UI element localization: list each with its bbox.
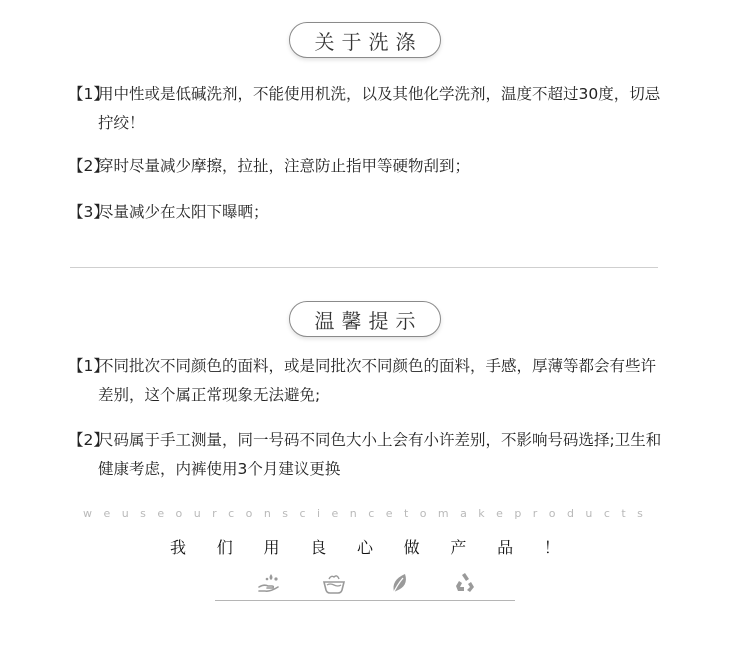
motto-letter: n: [349, 507, 357, 520]
wash-basin-icon: [319, 568, 349, 598]
item-index: 【2】: [68, 157, 109, 175]
item-text: 尺码属于手工测量，同一号码不同色大小上会有小许差别，不影响号码选择;卫生和健康考虑，内裤使用3个月建议更换: [98, 431, 662, 478]
motto-letter: a: [460, 507, 467, 520]
icon-row: [254, 568, 480, 598]
list-item: [68, 198, 668, 227]
motto-letter: s: [140, 507, 146, 520]
hand-water-icon: [254, 568, 284, 598]
motto-letter: u: [585, 507, 593, 520]
leaf-icon: [385, 568, 415, 598]
motto-letter: u: [121, 507, 129, 520]
motto-letter: s: [282, 507, 289, 520]
item-index: 【1】: [68, 85, 109, 103]
section-title-washing: [289, 22, 441, 58]
motto-char: 品: [497, 538, 514, 557]
motto-letter: e: [103, 507, 111, 520]
item-index: 【1】: [68, 357, 109, 375]
motto-english: [83, 507, 643, 520]
footer-divider: [215, 600, 515, 601]
motto-chinese: [170, 535, 560, 558]
motto-char: 做: [403, 538, 420, 557]
item-text: 不同批次不同颜色的面料，或是同批次不同颜色的面料，手感，厚薄等都会有些许差别，这个属正常现象无法避免;: [98, 357, 657, 404]
motto-letter: n: [263, 507, 271, 520]
list-item: [68, 352, 668, 410]
motto-letter: c: [368, 507, 375, 520]
motto-letter: c: [603, 507, 610, 520]
motto-char: 心: [356, 538, 373, 557]
motto-letter: r: [532, 507, 538, 520]
recycle-icon: [450, 568, 480, 598]
motto-letter: e: [331, 507, 339, 520]
motto-letter: e: [496, 507, 503, 520]
motto-letter: d: [566, 507, 574, 520]
motto-char: 用: [263, 538, 280, 557]
item-text: 穿时尽量减少摩擦，拉扯，注意防止指甲等硬物刮到；: [98, 157, 471, 175]
motto-char: 良: [310, 538, 327, 557]
motto-letter: o: [548, 507, 556, 520]
list-item: [68, 80, 668, 138]
motto-letter: t: [621, 507, 626, 520]
section-title-tips: [289, 301, 441, 337]
motto-letter: u: [193, 507, 201, 520]
list-item: [68, 152, 668, 181]
motto-letter: m: [437, 507, 449, 520]
item-text: 用中性或是低碱洗剂，不能使用机洗，以及其他化学洗剂，温度不超过30度，切忌拧绞！: [98, 85, 661, 132]
motto-char: 产: [450, 538, 467, 557]
motto-letter: o: [419, 507, 427, 520]
item-index: 【2】: [68, 431, 109, 449]
motto-letter: k: [478, 507, 485, 520]
section-title-text: 温馨提示: [314, 308, 423, 333]
motto-char: 我: [170, 538, 187, 557]
motto-letter: c: [299, 507, 306, 520]
list-item: [68, 426, 668, 484]
motto-letter: t: [403, 507, 409, 520]
motto-letter: o: [245, 507, 253, 520]
motto-letter: o: [175, 507, 183, 520]
motto-letter: s: [637, 507, 643, 520]
motto-letter: w: [83, 507, 92, 520]
motto-letter: e: [385, 507, 393, 520]
motto-char: ！: [543, 538, 560, 557]
motto-char: 们: [216, 538, 233, 557]
motto-letter: e: [157, 507, 165, 520]
motto-letter: i: [317, 507, 321, 520]
motto-letter: c: [228, 507, 235, 520]
item-index: 【3】: [68, 203, 109, 221]
motto-letter: p: [514, 507, 522, 520]
motto-letter: r: [212, 507, 217, 520]
section-divider: [70, 267, 658, 268]
item-text: 尽量减少在太阳下曝晒；: [98, 203, 269, 221]
section-title-text: 关于洗涤: [314, 29, 423, 54]
